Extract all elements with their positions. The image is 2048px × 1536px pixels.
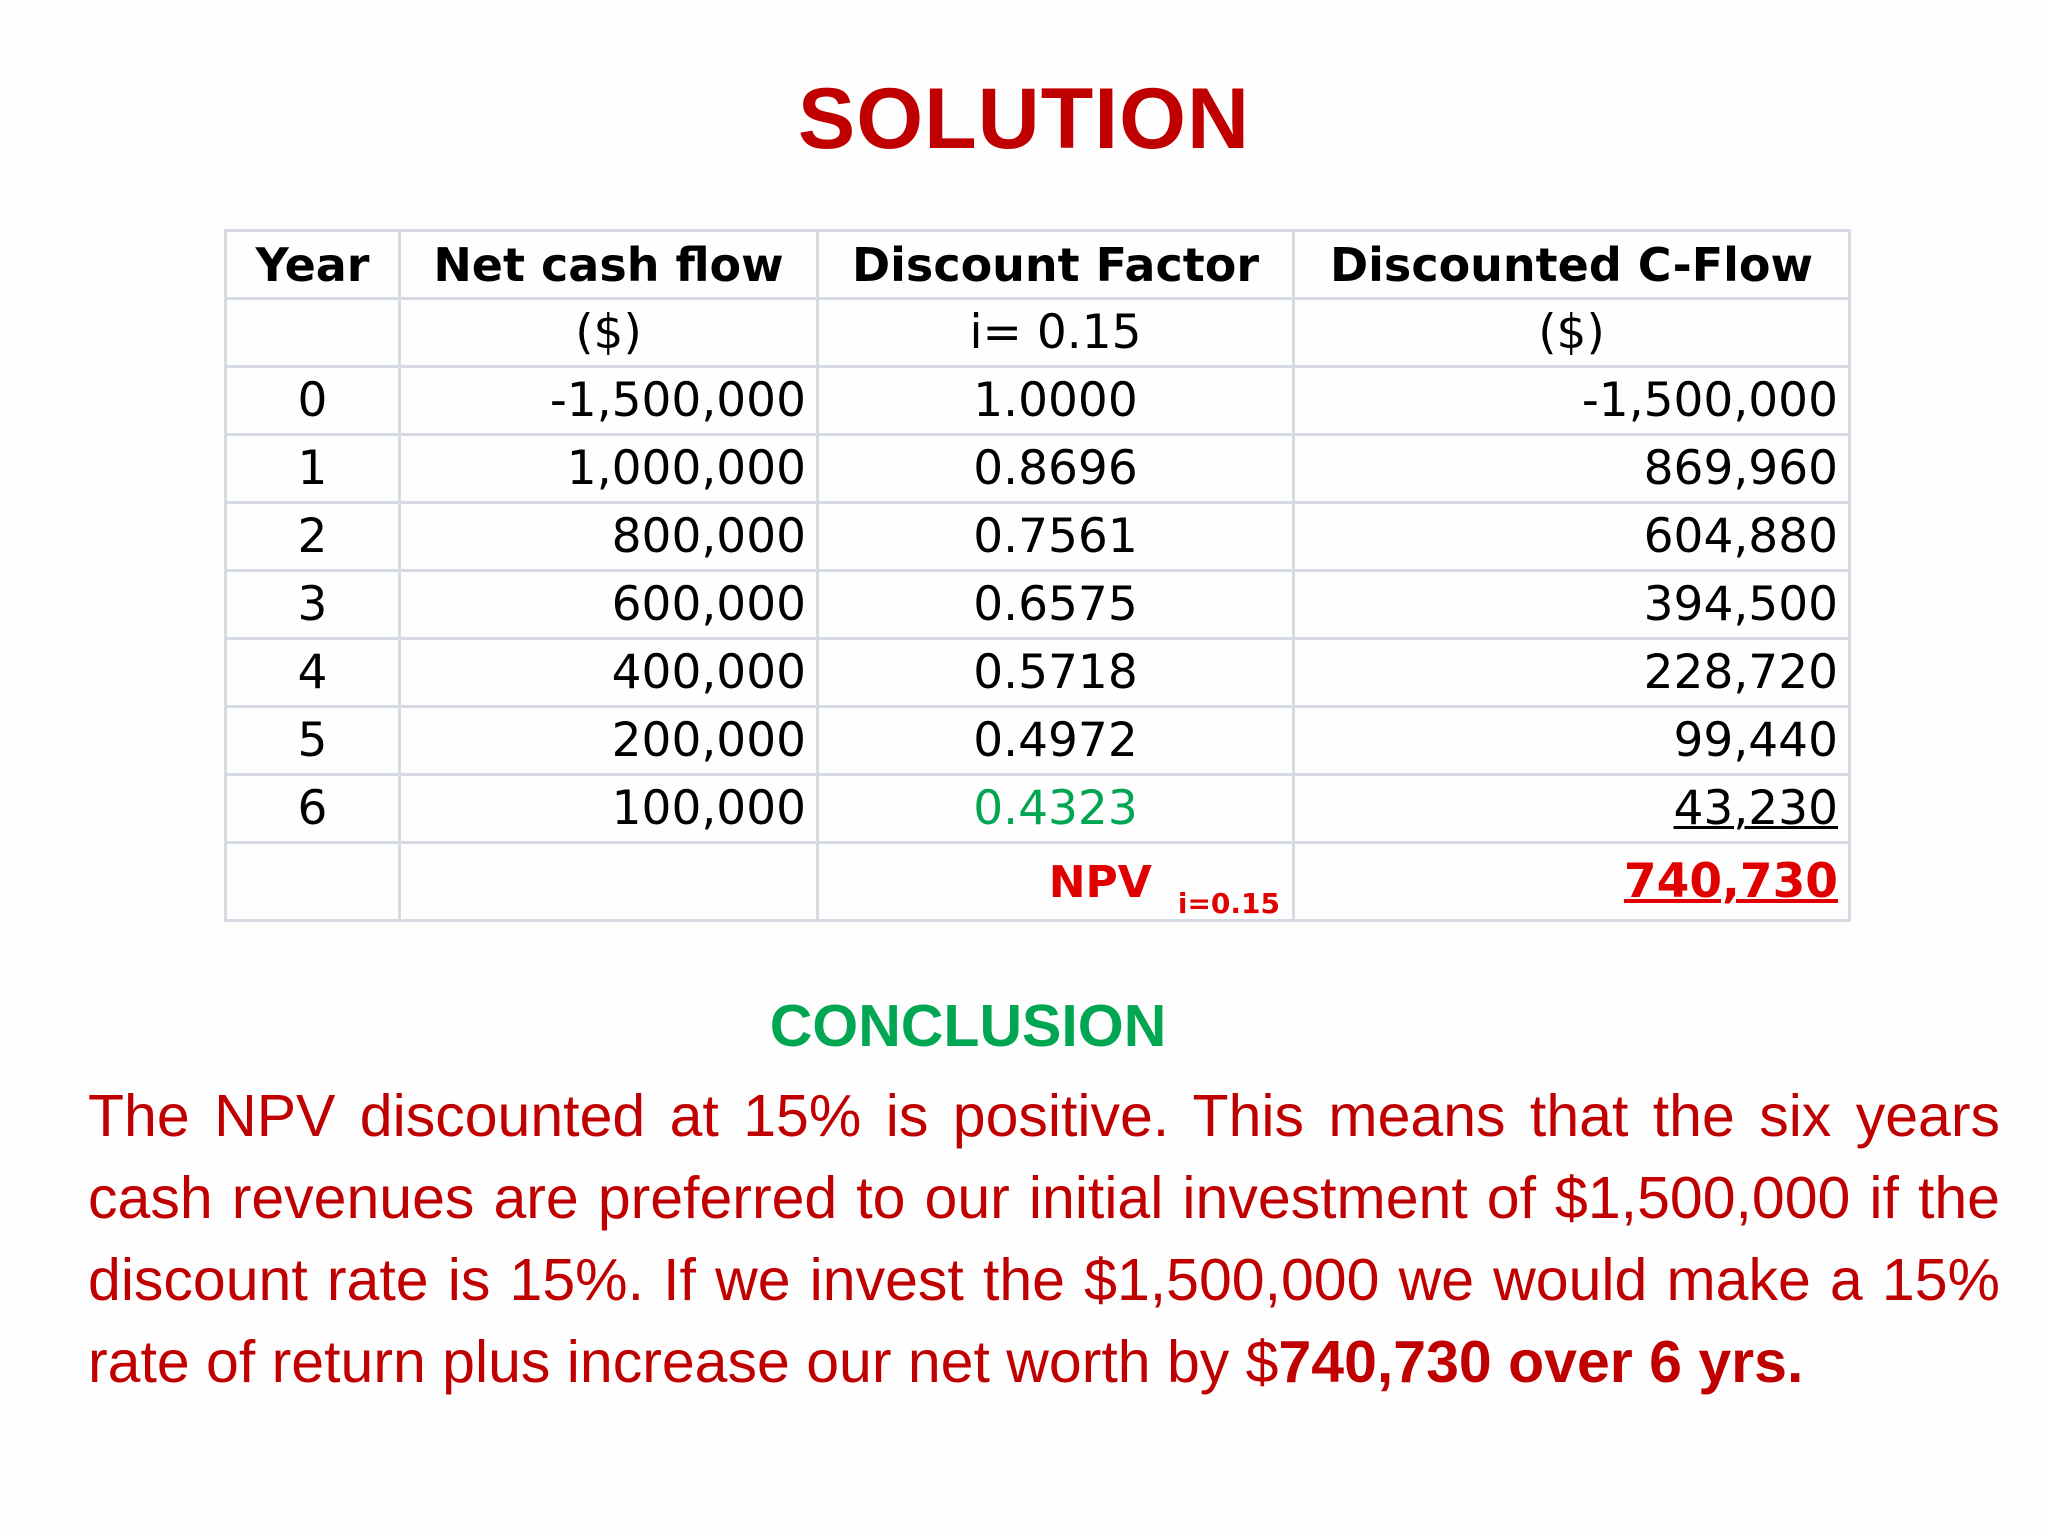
- table-row: [226, 571, 1850, 639]
- cell-discounted-cflow: 604,880: [1294, 503, 1850, 571]
- cell-discount-factor: 0.7561: [818, 503, 1294, 571]
- cell-year: 5: [226, 707, 400, 775]
- header-net-cash-flow: Net cash flow: [400, 231, 818, 299]
- npv-label-cell: [818, 843, 1294, 921]
- header-discounted-cflow: Discounted C-Flow: [1294, 231, 1850, 299]
- npv-value-cell: [1294, 843, 1850, 921]
- cell-discounted-cflow: [1294, 775, 1850, 843]
- cell-discounted-cflow: 228,720: [1294, 639, 1850, 707]
- cell-discount-factor: 0.4972: [818, 707, 1294, 775]
- cell-net-cash-flow: 1,000,000: [400, 435, 818, 503]
- cell-discount-factor: 1.0000: [818, 367, 1294, 435]
- conclusion-bold-text: 740,730 over 6 yrs.: [1278, 1329, 1804, 1395]
- unit-year: [226, 299, 400, 367]
- cell-year: 1: [226, 435, 400, 503]
- table-row: [226, 503, 1850, 571]
- unit-net-cash-flow: ($): [400, 299, 818, 367]
- npv-empty-cell: [400, 843, 818, 921]
- cell-discounted-cflow: 869,960: [1294, 435, 1850, 503]
- table-row: [226, 639, 1850, 707]
- cell-net-cash-flow: 400,000: [400, 639, 818, 707]
- npv-rate-subscript: i=0.15: [1177, 887, 1280, 920]
- table-row: [226, 435, 1850, 503]
- conclusion-text: The NPV discounted at 15% is positive. This means that the six years cash revenues are preferred to our initial investment of $1,500,000 if the discount rate is 15%. If we invest the $1,500,000 we would make a 15% rate of return plus increase our net worth by $: [88, 1083, 2000, 1395]
- header-discount-factor: Discount Factor: [818, 231, 1294, 299]
- conclusion-paragraph: [88, 1075, 2000, 1403]
- cell-year: 3: [226, 571, 400, 639]
- unit-discount-factor: i= 0.15: [818, 299, 1294, 367]
- cell-net-cash-flow: 100,000: [400, 775, 818, 843]
- npv-empty-cell: [226, 843, 400, 921]
- npv-label: NPV: [1048, 857, 1152, 908]
- cell-year: 6: [226, 775, 400, 843]
- cell-net-cash-flow: 800,000: [400, 503, 818, 571]
- cell-discount-factor: 0.5718: [818, 639, 1294, 707]
- cell-net-cash-flow: 600,000: [400, 571, 818, 639]
- cell-year: 0: [226, 367, 400, 435]
- cell-discounted-cflow: 99,440: [1294, 707, 1850, 775]
- table-row: [226, 707, 1850, 775]
- cell-discounted-cflow: 394,500: [1294, 571, 1850, 639]
- table-row: [226, 367, 1850, 435]
- unit-discounted-cflow: ($): [1294, 299, 1850, 367]
- discounted-cflow-underlined: 43,230: [1673, 781, 1838, 836]
- page-title: SOLUTION: [797, 71, 1251, 167]
- table-units-row: [226, 299, 1850, 367]
- cell-discount-factor: 0.8696: [818, 435, 1294, 503]
- npv-row: [226, 843, 1850, 921]
- cell-year: 2: [226, 503, 400, 571]
- table-row: [226, 775, 1850, 843]
- cell-net-cash-flow: -1,500,000: [400, 367, 818, 435]
- cell-discount-factor: 0.4323: [818, 775, 1294, 843]
- table-header-row: [226, 231, 1850, 299]
- cell-discounted-cflow: -1,500,000: [1294, 367, 1850, 435]
- cell-net-cash-flow: 200,000: [400, 707, 818, 775]
- cell-discount-factor: 0.6575: [818, 571, 1294, 639]
- npv-value: 740,730: [1623, 854, 1838, 909]
- npv-table: [224, 229, 1851, 922]
- cell-year: 4: [226, 639, 400, 707]
- conclusion-heading: CONCLUSION: [769, 993, 1167, 1059]
- header-year: Year: [226, 231, 400, 299]
